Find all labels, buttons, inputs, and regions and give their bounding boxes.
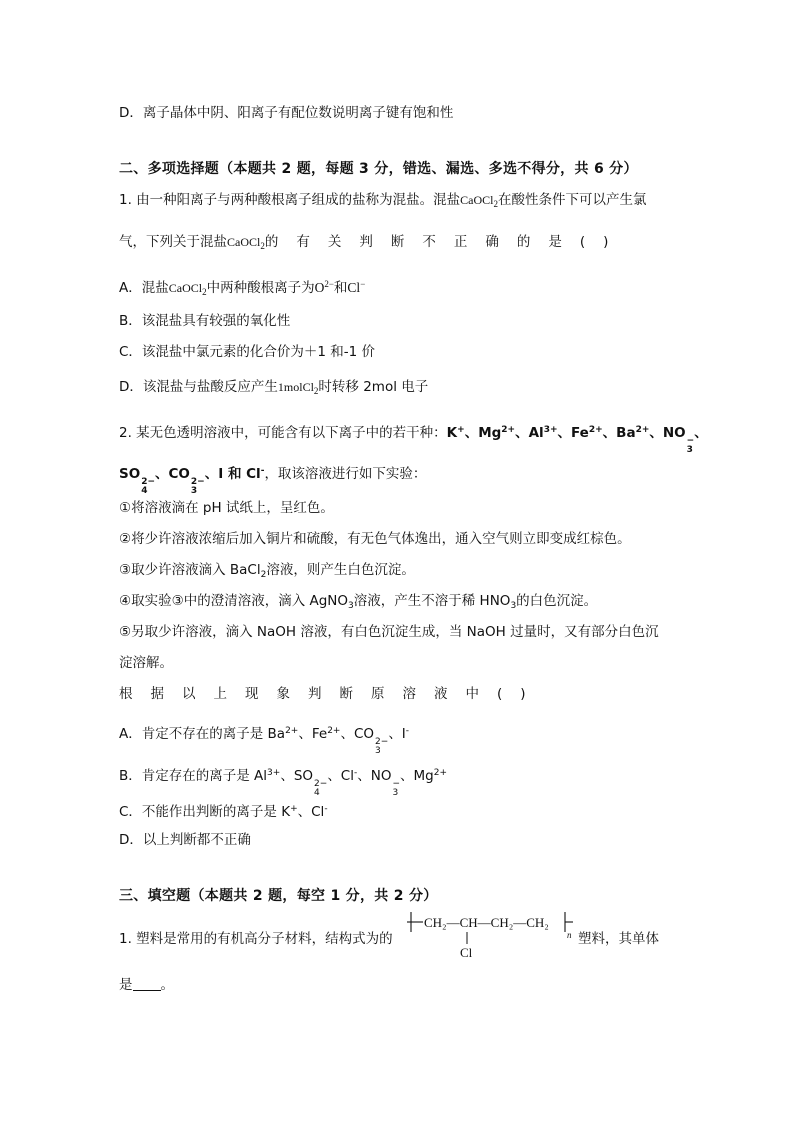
q1-stem-line-1: [119, 190, 647, 214]
q2-ion-list: K+、$Mg^{2+}$、$Al^{3+}$、$Fe^{2+}$、$Ba^{2+}$、NO − 3 、: [446, 425, 708, 455]
q1-stem-text-suffix: 在酸性条件下可以产生氯: [498, 192, 647, 208]
q2-option-a[interactable]: A．肯定不存在的离子是 $Ba^{2+}$、$Fe^{2+}$、CO 2− 3 、I-: [119, 726, 410, 756]
q3-answer-blank[interactable]: [133, 976, 161, 991]
q1-stem-line-2: [119, 232, 608, 256]
polymer-substituent-cl: Cl: [460, 945, 473, 960]
q2-stem-line-2: SO 2− 4 、CO 2− 3 、I 和 Cl-，取该溶液进行如下实验：: [119, 466, 427, 496]
q2-stem-line-1: [119, 420, 708, 455]
polymer-backbone-text: CH₂—CH—CH₂—CH₂: [424, 915, 549, 930]
q1-stem-text-2: 气，下列关于混盐: [119, 234, 227, 250]
q1-option-b[interactable]: B．该混盐具有较强的氧化性: [119, 313, 291, 329]
section-3-heading: 三、填空题（本题共 2 题，每空 1 分，共 2 分）: [119, 888, 438, 904]
polymer-subscript-n: n: [567, 930, 572, 940]
q1-option-d[interactable]: D．该混盐与盐酸反应产生1molCl$_2$时转移 2mol 电子: [119, 379, 429, 396]
polymer-structure-formula: [407, 906, 575, 964]
q1-formula: CaOCl$_2$: [460, 193, 499, 209]
q1-formula-2: CaOCl$_2$: [227, 235, 265, 251]
q1-option-c[interactable]: C．该混盐中氯元素的化合价为＋1 和-1 价: [119, 344, 376, 360]
q2-option-b[interactable]: B．肯定存在的离子是 $Al^{3+}$、SO 2− 4 、Cl-、NO − 3 、$Mg^{2+}$: [119, 768, 448, 798]
q2-experiment-2: ②将少许溶液浓缩后加入铜片和硫酸，有无色气体逸出，通入空气则立即变成红棕色。: [119, 531, 631, 547]
q2-option-c[interactable]: C．不能作出判断的离子是 K+、Cl-: [119, 804, 328, 820]
q1-stem-question: 的有关判断不正确的是(: [264, 234, 604, 250]
q1-answer-paren-close: ): [603, 234, 609, 250]
q1-option-a[interactable]: A．混盐CaOCl$_2$中两种酸根离子为$O^{2-}$和Cl−: [119, 279, 366, 297]
q2-experiment-5-line-2: 淀溶解。: [119, 655, 173, 671]
q2-experiment-4: ④取实验③中的澄清溶液，滴入 AgNO$_3$溶液，产生不溶于稀 $HNO_3$的白色沉淀。: [119, 593, 598, 611]
q3-stem-prefix: 1. 塑料是常用的有机高分子材料，结构式为的: [119, 931, 393, 947]
q2-judge-prompt: 根据以上现象判断原溶液中(): [119, 686, 526, 702]
q3-stem-suffix: 塑料，其单体: [578, 931, 659, 947]
q2-stem-text: 2. 某无色透明溶液中，可能含有以下离子中的若干种：: [119, 425, 447, 441]
previous-question-option-d: D．离子晶体中阴、阳离子有配位数说明离子键有饱和性: [119, 105, 454, 121]
section-2-heading: 二、多项选择题（本题共 2 题，每题 3 分，错选、漏选、多选不得分，共 6 分）: [119, 161, 638, 177]
q2-experiment-5-line-1: ⑤另取少许溶液，滴入 NaOH 溶液，有白色沉淀生成，当 NaOH 过量时，又有部分白色沉: [119, 624, 659, 640]
q1-stem-text: 1. 由一种阳离子与两种酸根离子组成的盐称为混盐。混盐: [119, 192, 461, 208]
q2-experiment-3: ③取少许溶液滴入 BaCl$_2$溶液，则产生白色沉淀。: [119, 562, 415, 580]
q2-experiment-1: ①将溶液滴在 pH 试纸上，呈红色。: [119, 500, 334, 516]
q2-option-d[interactable]: D．以上判断都不正确: [119, 832, 251, 848]
q3-answer-line: 是 。: [119, 977, 174, 993]
